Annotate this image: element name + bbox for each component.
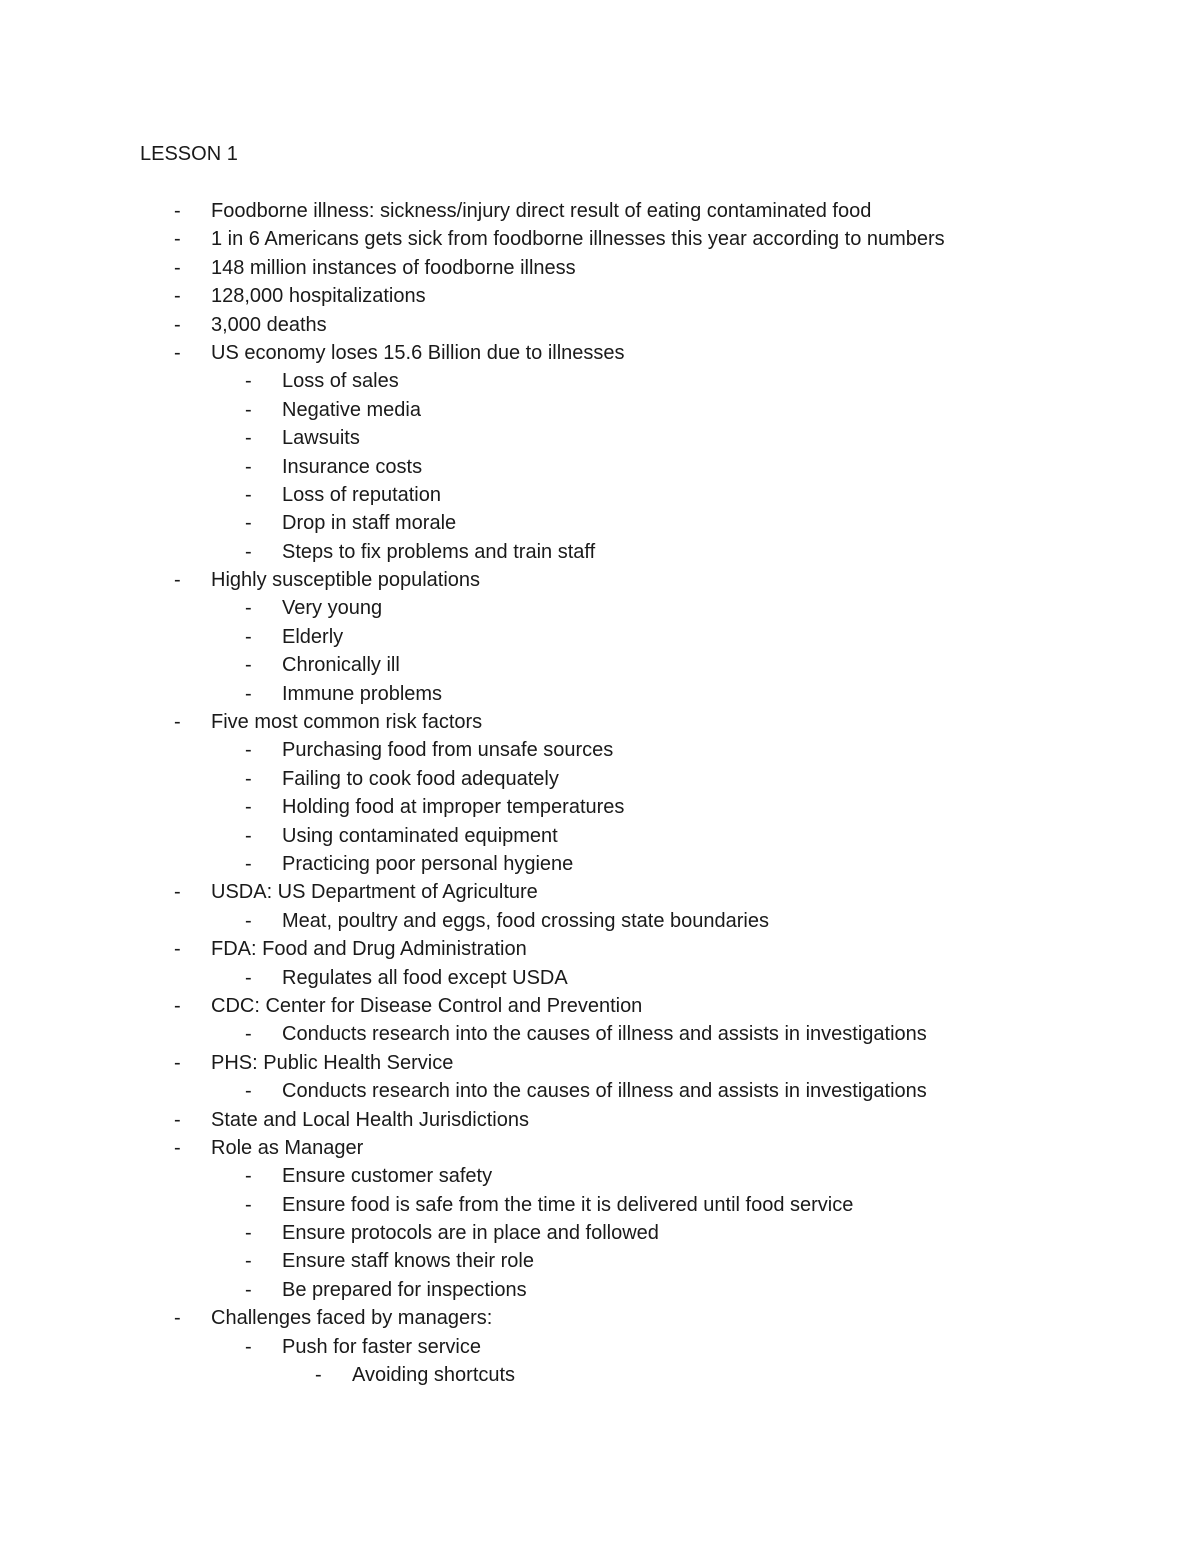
list-item-text: Challenges faced by managers: [211,1307,493,1330]
list-item [0,680,1200,708]
list-item [0,1020,1200,1048]
bullet-dash: - [245,1335,252,1358]
list-item [0,225,1200,253]
list-item-text: 1 in 6 Americans gets sick from foodborne illnesses this year according to numbers [211,228,945,251]
bullet-dash: - [245,966,252,989]
list-item [0,453,1200,481]
bullet-dash: - [174,711,181,734]
list-item-text: FDA: Food and Drug Administration [211,938,527,961]
list-item [0,1219,1200,1247]
list-item [0,509,1200,537]
list-item [0,793,1200,821]
list-item [0,1134,1200,1162]
list-item-text: Push for faster service [282,1335,481,1358]
bullet-dash: - [245,370,252,393]
bullet-dash: - [245,1278,252,1301]
list-item-text: Loss of sales [282,370,399,393]
list-item [0,1333,1200,1361]
list-item [0,935,1200,963]
bullet-list [0,197,1200,1389]
list-item [0,623,1200,651]
list-item-text: 3,000 deaths [211,313,327,336]
list-item [0,424,1200,452]
list-item [0,311,1200,339]
list-item [0,1361,1200,1389]
bullet-dash: - [174,1136,181,1159]
list-item-text: Negative media [282,398,421,421]
list-item [0,1049,1200,1077]
list-item-text: Meat, poultry and eggs, food crossing state boundaries [282,909,769,932]
list-item-text: Drop in staff morale [282,512,457,535]
list-item [0,367,1200,395]
bullet-dash: - [245,1222,252,1245]
bullet-dash: - [245,483,252,506]
bullet-dash: - [174,1307,181,1330]
bullet-dash: - [245,625,252,648]
list-item [0,850,1200,878]
list-item-text: Avoiding shortcuts [352,1364,516,1387]
list-item-text: Failing to cook food adequately [282,767,559,790]
bullet-dash: - [245,852,252,875]
list-item [0,254,1200,282]
bullet-dash: - [245,796,252,819]
list-item-text: Regulates all food except USDA [282,966,568,989]
bullet-dash: - [245,1023,252,1046]
list-item-text: Conducts research into the causes of illness and assists in investigations [282,1023,927,1046]
list-item [0,481,1200,509]
list-item-text: Conducts research into the causes of illness and assists in investigations [282,1080,927,1103]
list-item-text: Five most common risk factors [211,711,483,734]
list-item-text: Highly susceptible populations [211,569,481,592]
list-item [0,651,1200,679]
list-item-text: USDA: US Department of Agriculture [211,881,538,904]
list-item-text: Practicing poor personal hygiene [282,852,574,875]
list-item [0,964,1200,992]
bullet-dash: - [174,881,181,904]
list-item [0,1304,1200,1332]
list-item-text: 148 million instances of foodborne illness [211,256,576,279]
bullet-dash: - [245,540,252,563]
list-item [0,878,1200,906]
list-item [0,396,1200,424]
bullet-dash: - [245,1250,252,1273]
list-item-text: Using contaminated equipment [282,824,558,847]
list-item-text: Elderly [282,625,344,648]
bullet-dash: - [245,1080,252,1103]
bullet-dash: - [174,285,181,308]
list-item-text: Role as Manager [211,1136,364,1159]
bullet-dash: - [245,654,252,677]
list-item [0,1106,1200,1134]
bullet-dash: - [245,1193,252,1216]
bullet-dash: - [174,200,181,222]
list-item-text: Steps to fix problems and train staff [282,540,596,563]
bullet-dash: - [245,767,252,790]
list-item-text: CDC: Center for Disease Control and Prevention [211,994,643,1017]
bullet-dash: - [174,313,181,336]
bullet-dash: - [245,824,252,847]
bullet-dash: - [174,1051,181,1074]
bullet-dash: - [245,597,252,620]
bullet-dash: - [174,994,181,1017]
bullet-dash: - [174,228,181,251]
list-item-text: Very young [282,597,383,620]
list-item [0,1247,1200,1275]
list-item [0,339,1200,367]
bullet-dash: - [245,427,252,450]
list-item-text: Lawsuits [282,427,360,450]
list-item-text: Ensure food is safe from the time it is delivered until food service [282,1193,854,1216]
bullet-dash: - [245,1165,252,1188]
bullet-dash: - [174,341,181,364]
list-item-text: Ensure customer safety [282,1165,493,1188]
list-item-text: Loss of reputation [282,483,441,506]
list-item [0,538,1200,566]
list-item [0,197,1200,225]
list-item [0,736,1200,764]
bullet-dash: - [245,909,252,932]
list-item [0,282,1200,310]
list-item-text: Immune problems [282,682,443,705]
bullet-dash: - [174,256,181,279]
list-item [0,1191,1200,1219]
list-item-text: Chronically ill [282,654,400,677]
list-item-text: Purchasing food from unsafe sources [282,739,614,762]
list-item-text: State and Local Health Jurisdictions [211,1108,529,1131]
list-item-text: Ensure staff knows their role [282,1250,534,1273]
bullet-dash: - [245,398,252,421]
bullet-dash: - [245,455,252,478]
list-item-text: Holding food at improper temperatures [282,796,625,819]
list-item-text: Be prepared for inspections [282,1278,527,1301]
list-item-text: Foodborne illness: sickness/injury direct result of eating contaminated food [211,200,872,222]
list-item [0,1077,1200,1105]
list-item-text: PHS: Public Health Service [211,1051,454,1074]
bullet-dash: - [245,739,252,762]
list-item [0,594,1200,622]
list-item [0,765,1200,793]
list-item [0,1162,1200,1190]
list-item-text: US economy loses 15.6 Billion due to illnesses [211,341,625,364]
list-item [0,708,1200,736]
bullet-dash: - [174,569,181,592]
list-item [0,1276,1200,1304]
page-title: LESSON 1 [140,143,238,165]
list-item [0,566,1200,594]
list-item-text: Ensure protocols are in place and followed [282,1222,659,1245]
bullet-dash: - [174,938,181,961]
bullet-dash: - [174,1108,181,1131]
list-item-text: 128,000 hospitalizations [211,285,426,308]
list-item [0,822,1200,850]
list-item [0,907,1200,935]
bullet-dash: - [315,1364,322,1387]
list-item-text: Insurance costs [282,455,423,478]
bullet-dash: - [245,682,252,705]
list-item [0,992,1200,1020]
bullet-dash: - [245,512,252,535]
